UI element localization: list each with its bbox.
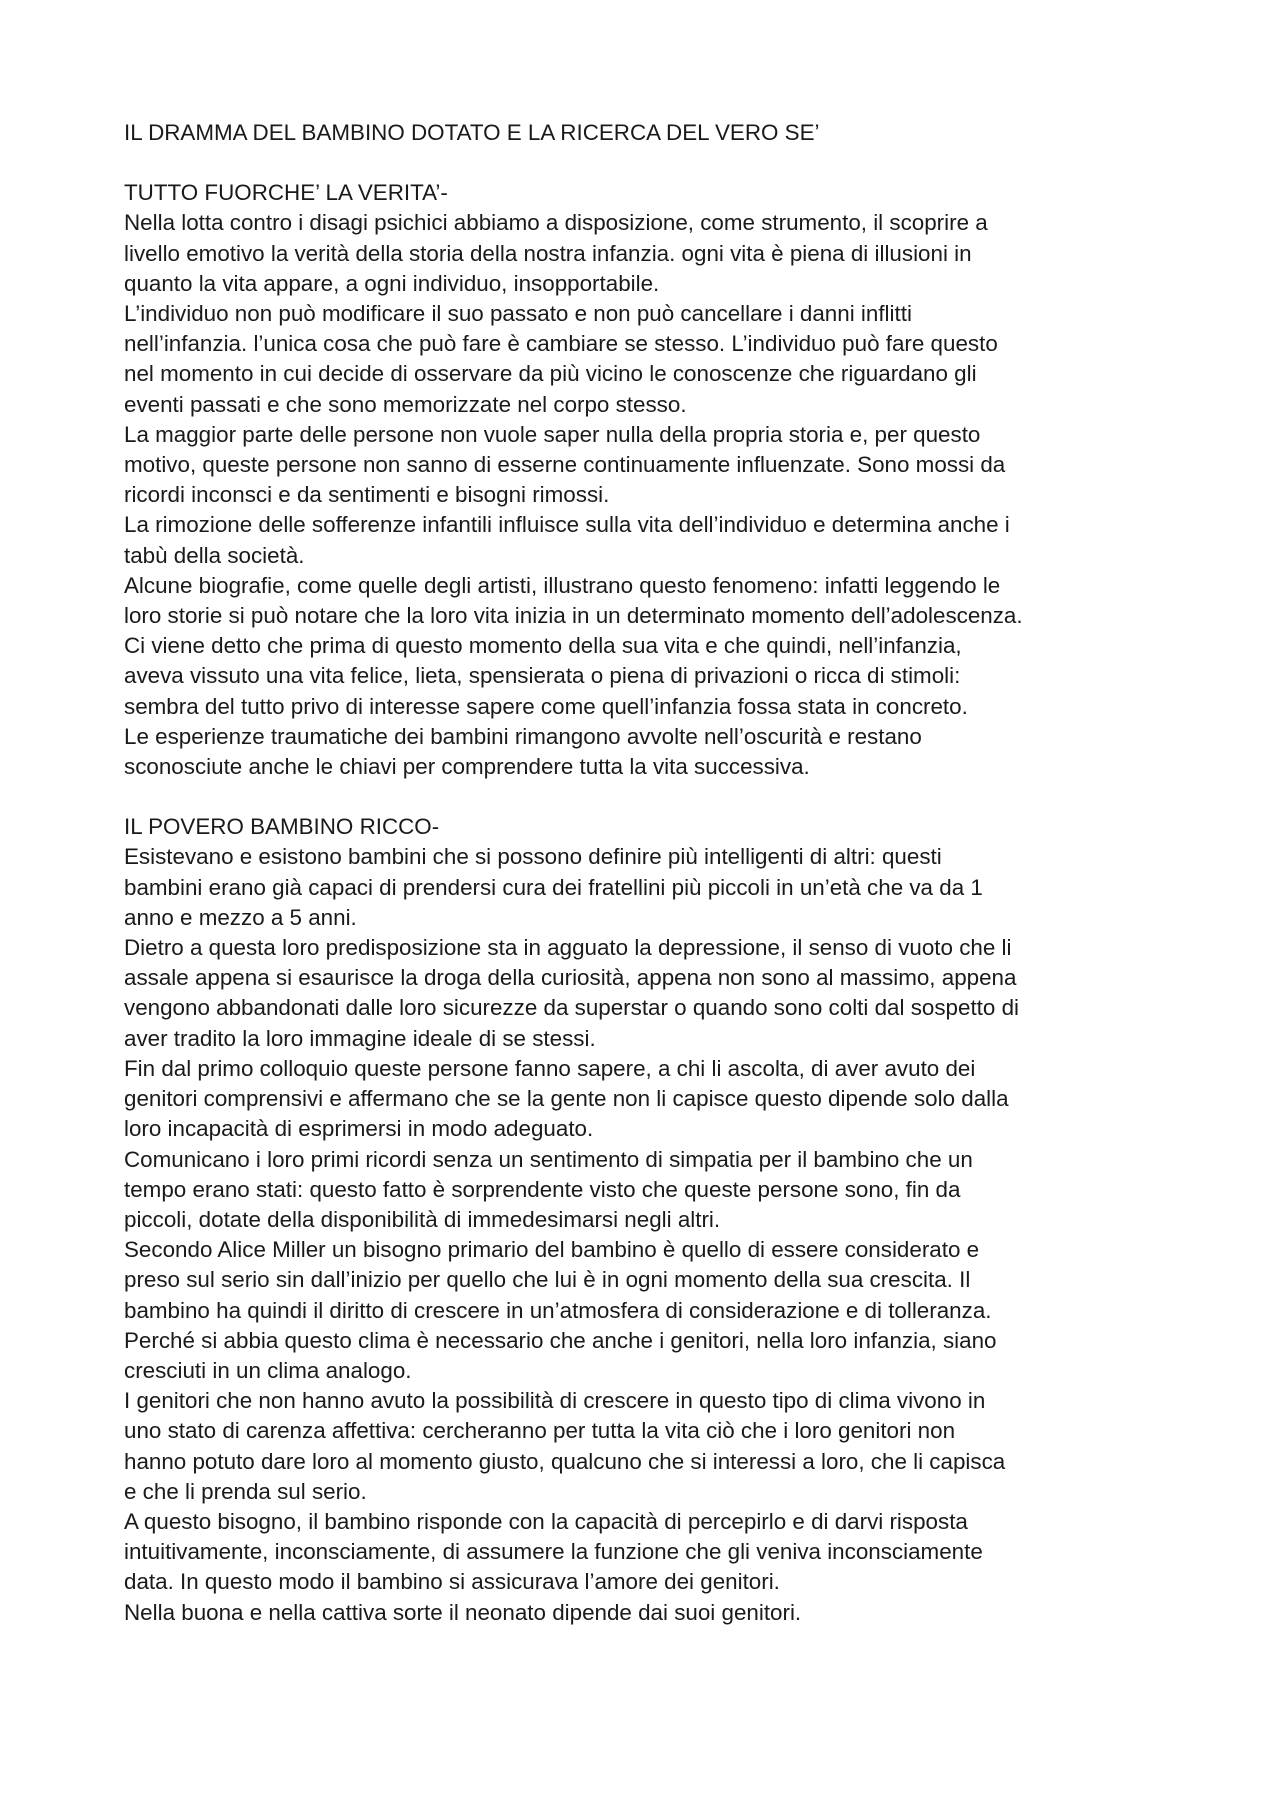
paragraph-line: motivo, queste persone non sanno di esserne continuamente influenzate. Sono mossi da (124, 452, 1006, 478)
paragraph (124, 1054, 1174, 1145)
paragraph (124, 571, 1174, 722)
paragraph (124, 208, 1174, 299)
paragraph (124, 299, 1174, 420)
paragraph-line: tabù della società. (124, 542, 305, 568)
paragraph-line: Nella lotta contro i disagi psichici abbiamo a disposizione, come strumento, il scoprire a (124, 210, 988, 236)
paragraph-line: Comunicano i loro primi ricordi senza un sentimento di simpatia per il bambino che un (124, 1146, 973, 1172)
paragraph-line: livello emotivo la verità della storia della nostra infanzia. ogni vita è piena di illusioni in (124, 240, 972, 266)
paragraph-line: nell’infanzia. l’unica cosa che può fare è cambiare se stesso. L’individuo può fare questo (124, 331, 998, 357)
document-section (124, 812, 1174, 1627)
paragraph-line: Secondo Alice Miller un bisogno primario del bambino è quello di essere considerato e (124, 1237, 980, 1263)
paragraph-line: I genitori che non hanno avuto la possibilità di crescere in questo tipo di clima vivono in (124, 1388, 986, 1414)
paragraph (124, 1235, 1174, 1386)
paragraph-line: nel momento in cui decide di osservare da più vicino le conoscenze che riguardano gli (124, 361, 977, 387)
paragraph-line: eventi passati e che sono memorizzate nel corpo stesso. (124, 391, 687, 417)
paragraph (124, 722, 1174, 782)
paragraph-line: assale appena si esaurisce la droga della curiosità, appena non sono al massimo, appena (124, 965, 1017, 991)
paragraph-line: preso sul serio sin dall’inizio per quello che lui è in ogni momento della sua crescita. Il (124, 1267, 971, 1293)
paragraph-line: La maggior parte delle persone non vuole saper nulla della propria storia e, per questo (124, 421, 981, 447)
paragraph-line: Nella buona e nella cattiva sorte il neonato dipende dai suoi genitori. (124, 1599, 802, 1625)
paragraph-line: genitori comprensivi e affermano che se la gente non li capisce questo dipende solo dalla (124, 1086, 1009, 1112)
paragraph (124, 842, 1174, 933)
paragraph-line: Dietro a questa loro predisposizione sta in agguato la depressione, il senso di vuoto che li (124, 935, 1012, 961)
paragraph-line: uno stato di carenza affettiva: cercheranno per tutta la vita ciò che i loro genitori non (124, 1418, 956, 1444)
paragraph-line: Perché si abbia questo clima è necessario che anche i genitori, nella loro infanzia, siano (124, 1327, 997, 1353)
paragraph-line: A questo bisogno, il bambino risponde con la capacità di percepirlo e di darvi risposta (124, 1508, 968, 1534)
document-sections (124, 178, 1174, 1628)
paragraph-line: data. In questo modo il bambino si assicurava l’amore dei genitori. (124, 1569, 780, 1595)
document-body (124, 118, 1174, 1658)
paragraph-line: sconosciute anche le chiavi per comprendere tutta la vita successiva. (124, 754, 810, 780)
section-heading: IL POVERO BAMBINO RICCO- (124, 814, 440, 840)
document-title: IL DRAMMA DEL BAMBINO DOTATO E LA RICERCA DEL VERO SE’ (124, 120, 820, 145)
paragraph-line: Ci viene detto che prima di questo momento della sua vita e che quindi, nell’infanzia, (124, 633, 962, 659)
paragraph-line: Fin dal primo colloquio queste persone fanno sapere, a chi li ascolta, di aver avuto dei (124, 1055, 976, 1081)
paragraph-line: L’individuo non può modificare il suo passato e non può cancellare i danni inflitti (124, 301, 912, 327)
paragraph (124, 510, 1174, 570)
paragraph-line: vengono abbandonati dalle loro sicurezze da superstar o quando sono colti dal sospetto di (124, 995, 1019, 1021)
paragraph-line: bambino ha quindi il diritto di crescere in un’atmosfera di considerazione e di tolleranza. (124, 1297, 992, 1323)
paragraph (124, 1386, 1174, 1507)
paragraph-line: anno e mezzo a 5 anni. (124, 904, 357, 930)
paragraph (124, 1507, 1174, 1598)
section-heading: TUTTO FUORCHE’ LA VERITA’- (124, 180, 448, 206)
paragraph-line: quanto la vita appare, a ogni individuo, insopportabile. (124, 270, 660, 296)
paragraph (124, 1598, 1174, 1628)
paragraph-line: La rimozione delle sofferenze infantili influisce sulla vita dell’individuo e determina anche i (124, 512, 1010, 538)
paragraph-line: Esistevano e esistono bambini che si possono definire più intelligenti di altri: questi (124, 844, 942, 870)
document-section (124, 178, 1174, 782)
paragraph-line: Alcune biografie, come quelle degli artisti, illustrano questo fenomeno: infatti leggendo le (124, 572, 1001, 598)
paragraph-line: hanno potuto dare loro al momento giusto, qualcuno che si interessi a loro, che li capisca (124, 1448, 1006, 1474)
paragraph-line: loro incapacità di esprimersi in modo adeguato. (124, 1116, 594, 1142)
paragraph-line: loro storie si può notare che la loro vita inizia in un determinato momento dell’adolescenza. (124, 603, 1023, 629)
paragraph-line: piccoli, dotate della disponibilità di immedesimarsi negli altri. (124, 1206, 721, 1232)
paragraph (124, 933, 1174, 1054)
paragraph (124, 1145, 1174, 1236)
paragraph-line: bambini erano già capaci di prendersi cura dei fratellini più piccoli in un’età che va da 1 (124, 874, 983, 900)
paragraph-line: aveva vissuto una vita felice, lieta, spensierata o piena di privazioni o ricca di stimoli: (124, 663, 961, 689)
paragraph-line: aver tradito la loro immagine ideale di se stessi. (124, 1025, 596, 1051)
paragraph-line: sembra del tutto privo di interesse sapere come quell’infanzia fossa stata in concreto. (124, 693, 968, 719)
paragraph-line: ricordi inconsci e da sentimenti e bisogni rimossi. (124, 482, 610, 508)
paragraph-line: Le esperienze traumatiche dei bambini rimangono avvolte nell’oscurità e restano (124, 723, 922, 749)
paragraph-line: cresciuti in un clima analogo. (124, 1357, 412, 1383)
paragraph-line: tempo erano stati: questo fatto è sorprendente visto che queste persone sono, fin da (124, 1176, 961, 1202)
paragraph-line: e che li prenda sul serio. (124, 1478, 367, 1504)
paragraph (124, 420, 1174, 511)
paragraph-line: intuitivamente, inconsciamente, di assumere la funzione che gli veniva inconsciamente (124, 1539, 983, 1565)
